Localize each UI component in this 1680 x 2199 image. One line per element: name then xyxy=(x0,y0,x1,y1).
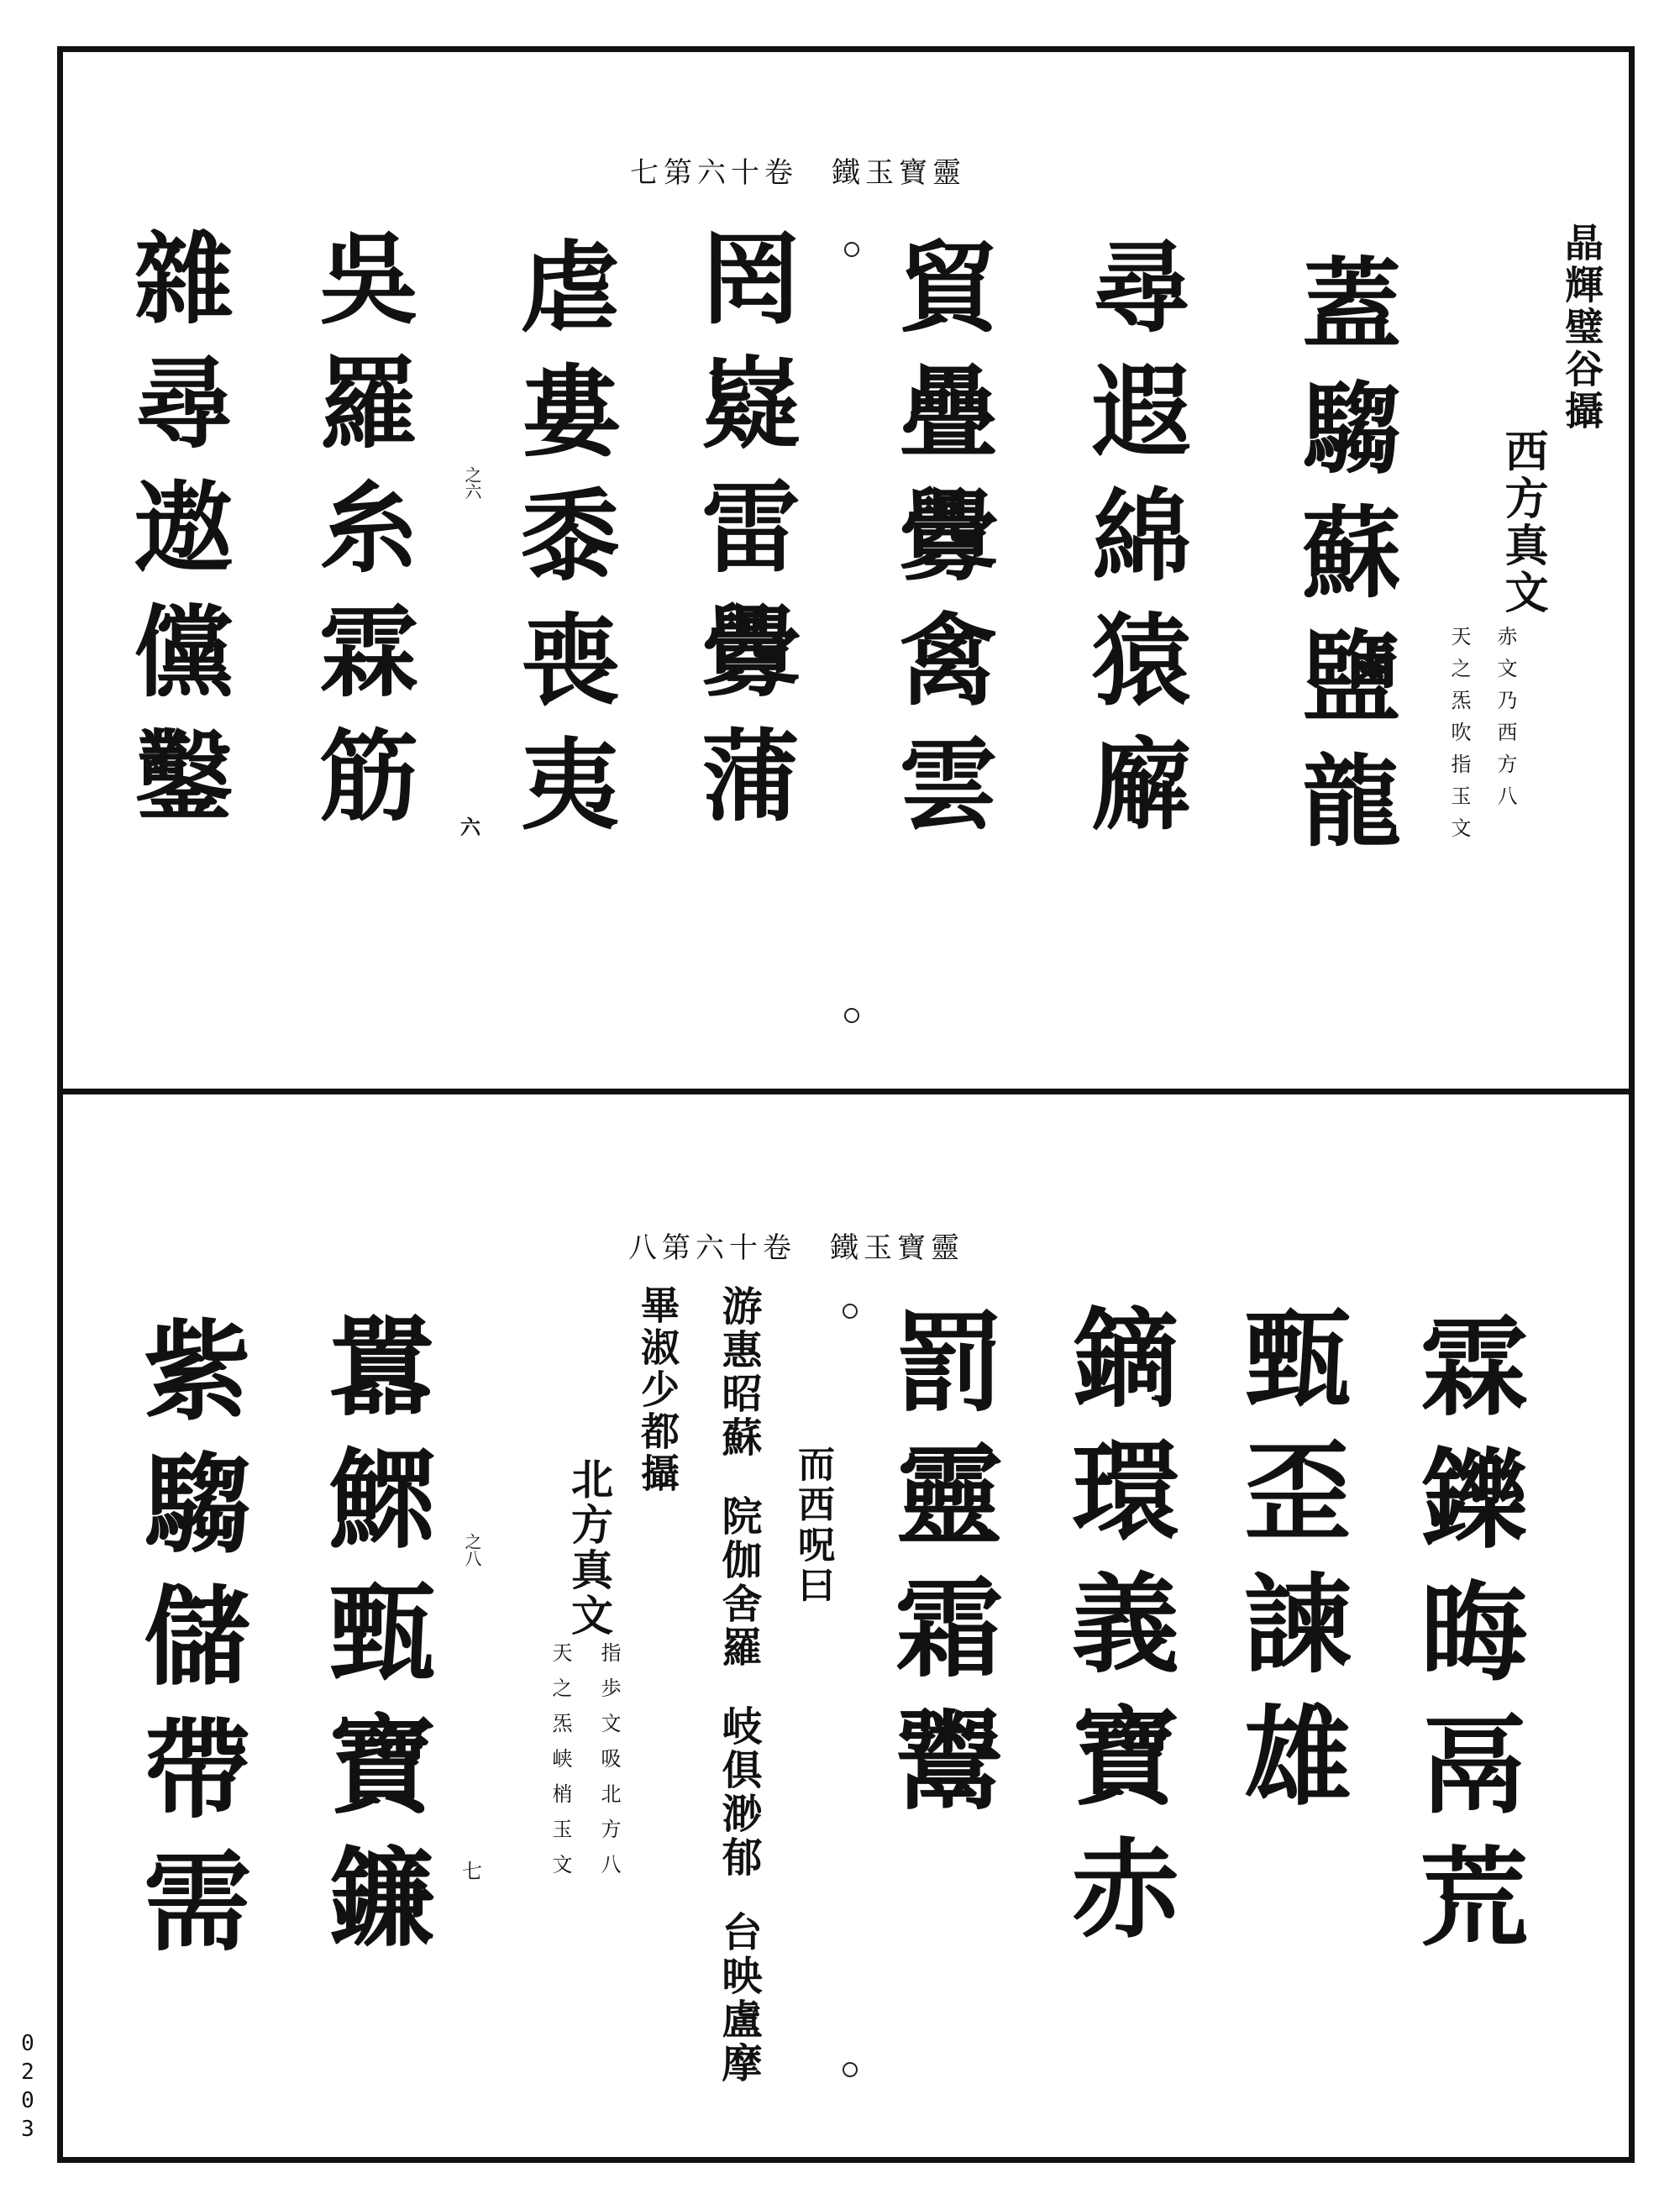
bottom-invocation-col-4: 岐俱渺郁 xyxy=(715,1705,762,1880)
top-page-header: 七第六十卷 鐵玉寶靈 xyxy=(630,156,966,190)
bottom-seal-column-3: 鏑環義寶赤 xyxy=(1053,1302,1179,1965)
bottom-seal-column-4: 罰靈霜鬻 xyxy=(877,1306,1003,1837)
binding-hole-2 xyxy=(844,1008,859,1023)
bottom-annotation-col-2: 天之炁峡梢玉文 xyxy=(549,1642,572,1889)
bottom-seal-column-2: 甄歪諫雄 xyxy=(1226,1302,1352,1833)
top-seal-column-7: 雜尋遨儻鑿 xyxy=(118,227,234,848)
binding-hole-1 xyxy=(844,242,859,257)
bottom-invocation-col-3: 院伽舍羅 xyxy=(715,1495,762,1670)
bottom-title-col: 北方真文 xyxy=(564,1457,614,1639)
bottom-seal-column-5: 囂鰥甄寶鐮 xyxy=(310,1310,436,1974)
top-side-mark-1: 之六 xyxy=(462,466,482,500)
bottom-invocation-col-5: 台映盧摩 xyxy=(715,1911,762,2086)
bottom-invocation-col-6: 畢淑少都攝 xyxy=(635,1285,680,1495)
page-divider xyxy=(57,1089,1635,1094)
page-number: 0203 xyxy=(15,2031,40,2145)
binding-hole-4 xyxy=(843,2062,858,2077)
bottom-invocation-col-1: 而西呪曰 xyxy=(791,1445,834,1606)
top-seal-column-4: 罔嶷雷釁蒲 xyxy=(685,227,801,848)
top-title-col-1: 晶輝璧谷攝 xyxy=(1559,223,1604,433)
bottom-invocation-col-2: 游惠昭蘇 xyxy=(715,1285,762,1460)
top-annotation-col-2: 天之炁吹指玉文 xyxy=(1447,626,1471,849)
top-seal-column-3: 貿疊釁禽雲 xyxy=(882,235,999,857)
bottom-seal-column-1: 霖鑠晦鬲荒 xyxy=(1402,1310,1528,1974)
bottom-annotation-col-1: 指歩文吸北方八 xyxy=(597,1642,621,1889)
top-seal-column-2: 尋遐綿猿廨 xyxy=(1075,235,1192,857)
top-title-col-2: 西方真文 xyxy=(1497,428,1548,617)
top-seal-column-5: 虐婁黍喪夷 xyxy=(504,235,621,857)
top-annotation-col-1: 赤文乃西方八 xyxy=(1494,626,1517,817)
top-seal-column-1: 蓋騶蘇鹽龍 xyxy=(1285,252,1402,874)
bottom-page-header: 八第六十卷 鐵玉寶靈 xyxy=(628,1231,964,1265)
bottom-seal-column-6: 紫騶儲帶需 xyxy=(125,1315,251,1978)
bottom-side-mark-2: 七 xyxy=(462,1860,482,1883)
top-seal-column-6: 吳羅糸霖筋 xyxy=(302,227,419,848)
bottom-side-mark-1: 之八 xyxy=(462,1533,482,1567)
top-side-mark-2: 六 xyxy=(460,815,480,839)
binding-hole-3 xyxy=(843,1304,858,1319)
